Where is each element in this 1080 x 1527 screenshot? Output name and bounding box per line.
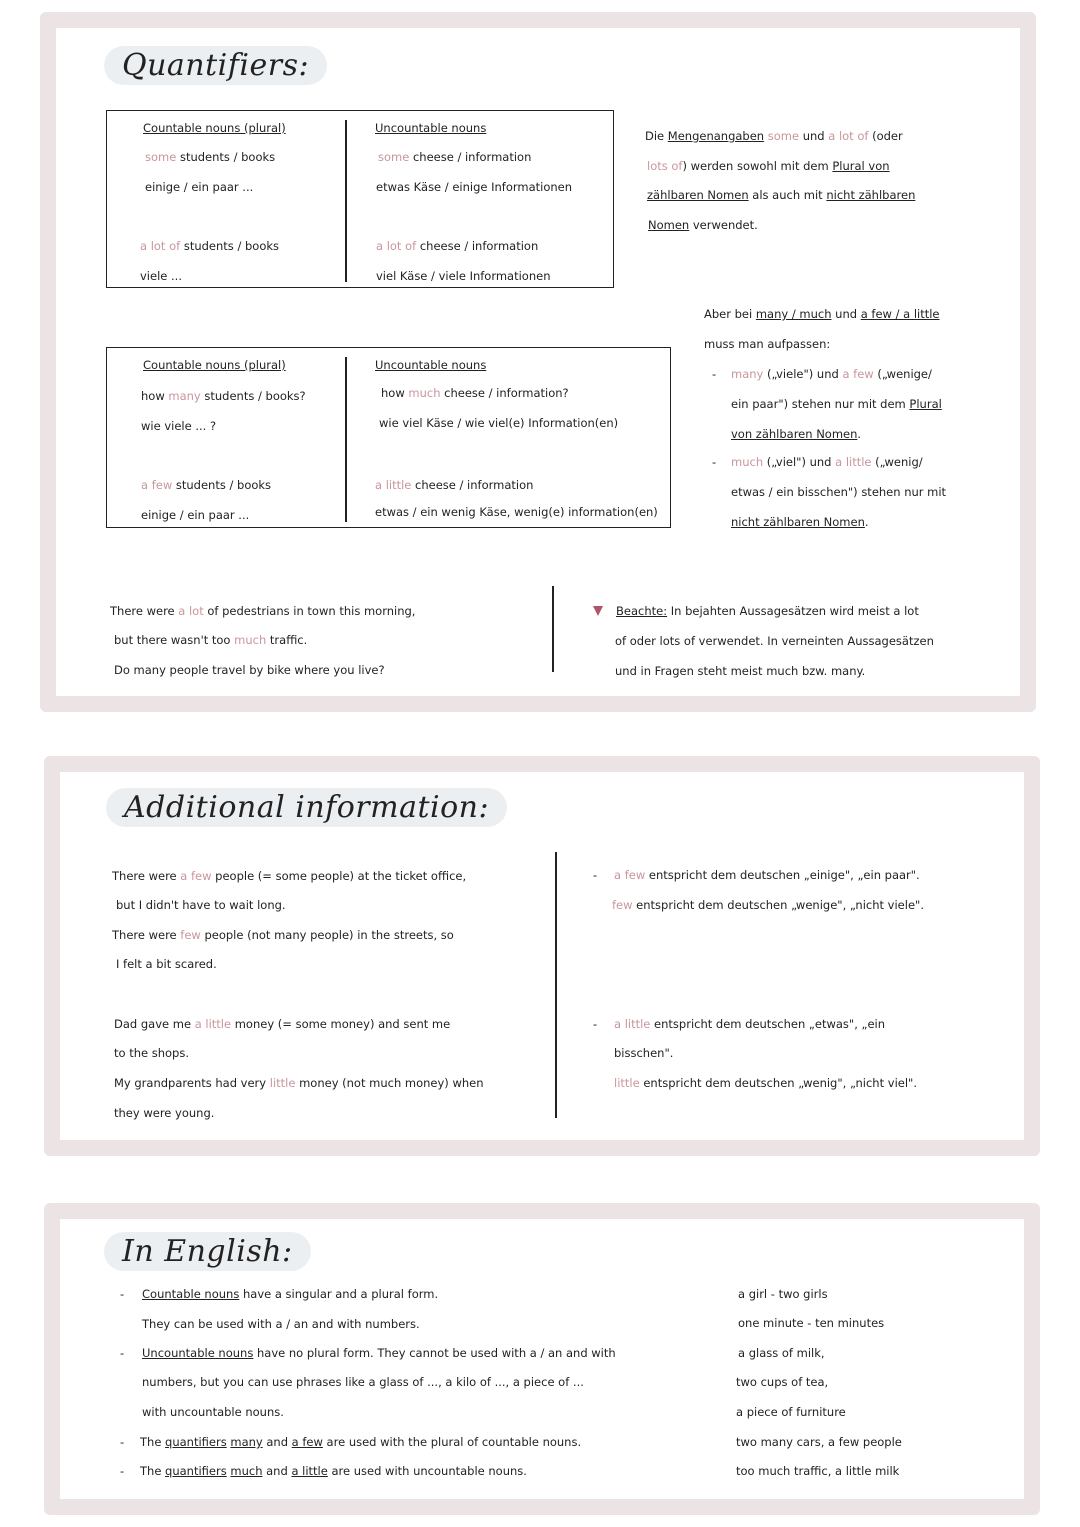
- s3-rule2-line3: with uncountable nouns.: [142, 1405, 284, 1419]
- s2-n2-line3: little entspricht dem deutschen „wenig", „nicht viel".: [614, 1076, 917, 1090]
- s2-ex2-line2: to the shops.: [114, 1046, 189, 1060]
- note2-line1: Aber bei many / much und a few / a little: [704, 307, 940, 321]
- note2-bullet1-line1: many („viele") und a few („wenige/: [731, 367, 932, 381]
- t2-right-row3: a little cheese / information: [375, 478, 534, 492]
- examples-divider: [552, 586, 554, 672]
- examples-line1: There were a lot of pedestrians in town this morning,: [110, 604, 416, 618]
- beachte-line3: und in Fragen steht meist much bzw. many.: [615, 664, 866, 678]
- s2-ex1-line3: There were few people (not many people) in the streets, so: [112, 928, 454, 942]
- s3-rule4-line: The quantifiers much and a little are used with uncountable nouns.: [140, 1464, 527, 1478]
- t2-right-row4: etwas / ein wenig Käse, wenig(e) information(en): [375, 505, 658, 519]
- s2-ex2-line4: they were young.: [114, 1106, 215, 1120]
- note1-line3: zählbaren Nomen als auch mit nicht zählbaren: [647, 188, 916, 202]
- s3-rule1-dash: -: [120, 1287, 125, 1301]
- s3-rule2-dash: -: [120, 1346, 125, 1360]
- t1-right-row1: some cheese / information: [378, 150, 532, 164]
- t1-right-row2: etwas Käse / einige Informationen: [376, 180, 573, 194]
- t2-left-row1: how many students / books?: [141, 389, 306, 403]
- t2-right-header: Uncountable nouns: [375, 358, 487, 372]
- note2-bullet1-line2: ein paar") stehen nur mit dem Plural: [731, 397, 942, 411]
- additional-info-title: Additional information:: [106, 788, 507, 827]
- note2-bullet2-line1: much („viel") und a little („wenig/: [731, 455, 923, 469]
- s3-rule4-dash: -: [120, 1464, 125, 1478]
- s2-n1-dash: -: [593, 868, 598, 882]
- s3-example-6: two many cars, a few people: [736, 1435, 902, 1449]
- note2-bullet2-line2: etwas / ein bisschen") stehen nur mit: [731, 485, 947, 499]
- s3-rule1-line1: Countable nouns have a singular and a plural form.: [142, 1287, 439, 1301]
- note2-bullet1-dash: -: [712, 367, 717, 381]
- s2-ex2-line1: Dad gave me a little money (= some money) and sent me: [114, 1017, 451, 1031]
- additional-info-divider: [555, 852, 557, 1118]
- note1-line4: Nomen verwendet.: [648, 218, 758, 232]
- s2-n2-dash: -: [593, 1017, 598, 1031]
- s3-rule3-line: The quantifiers many and a few are used with the plural of countable nouns.: [140, 1435, 582, 1449]
- s3-rule2-line2: numbers, but you can use phrases like a glass of ..., a kilo of ..., a piece of ...: [142, 1375, 584, 1389]
- s3-example-1: a girl - two girls: [738, 1287, 828, 1301]
- t2-right-row2: wie viel Käse / wie viel(e) Information(en): [379, 416, 619, 430]
- t1-left-header: Countable nouns (plural): [143, 121, 286, 135]
- s2-ex2-line3: My grandparents had very little money (not much money) when: [114, 1076, 484, 1090]
- s2-n2-line2: bisschen".: [614, 1046, 674, 1060]
- s3-example-7: too much traffic, a little milk: [736, 1464, 900, 1478]
- in-english-title: In English:: [104, 1232, 311, 1271]
- s2-n2-line1: a little entspricht dem deutschen „etwas", „ein: [614, 1017, 886, 1031]
- beachte-line1: Beachte: In bejahten Aussagesätzen wird meist a lot: [616, 604, 919, 618]
- t1-left-row2: einige / ein paar ...: [145, 180, 254, 194]
- table-2-divider: [345, 357, 347, 522]
- note2-bullet1-line3: von zählbaren Nomen.: [731, 427, 862, 441]
- t1-left-row4: viele ...: [140, 269, 182, 283]
- s2-n1-line1: a few entspricht dem deutschen „einige", „ein paar".: [614, 868, 920, 882]
- note2-bullet2-line3: nicht zählbaren Nomen.: [731, 515, 869, 529]
- t1-right-header: Uncountable nouns: [375, 121, 487, 135]
- note1-line2: lots of) werden sowohl mit dem Plural von: [647, 159, 890, 173]
- quantifiers-title: Quantifiers:: [104, 46, 327, 85]
- t1-right-row4: viel Käse / viele Informationen: [376, 269, 551, 283]
- t1-left-row3: a lot of students / books: [140, 239, 280, 253]
- t1-left-row1: some students / books: [145, 150, 276, 164]
- s2-ex1-line4: I felt a bit scared.: [116, 957, 217, 971]
- examples-line3: Do many people travel by bike where you live?: [114, 663, 385, 677]
- quantifiers-table-2: [106, 347, 671, 528]
- s2-ex1-line2: but I didn't have to wait long.: [116, 898, 286, 912]
- s3-example-2: one minute - ten minutes: [738, 1316, 885, 1330]
- note1-line1: Die Mengenangaben some und a lot of (oder: [645, 129, 903, 143]
- table-1-divider: [345, 120, 347, 282]
- s3-rule2-line1: Uncountable nouns have no plural form. They cannot be used with a / an and with: [142, 1346, 616, 1360]
- s2-ex1-line1: There were a few people (= some people) at the ticket office,: [112, 869, 467, 883]
- examples-line2: but there wasn't too much traffic.: [114, 633, 308, 647]
- s3-example-5: a piece of furniture: [736, 1405, 846, 1419]
- t2-left-header: Countable nouns (plural): [143, 358, 286, 372]
- note2-line2: muss man aufpassen:: [704, 337, 831, 351]
- note2-bullet2-dash: -: [712, 455, 717, 469]
- t1-right-row3: a lot of cheese / information: [376, 239, 539, 253]
- s3-rule1-line2: They can be used with a / an and with numbers.: [142, 1317, 420, 1331]
- t2-right-row1: how much cheese / information?: [381, 386, 569, 400]
- t2-left-row4: einige / ein paar ...: [141, 508, 250, 522]
- s3-rule3-dash: -: [120, 1435, 125, 1449]
- warning-marker-icon: [593, 606, 603, 616]
- s3-example-4: two cups of tea,: [736, 1375, 829, 1389]
- beachte-line2: of oder lots of verwendet. In verneinten Aussagesätzen: [615, 634, 934, 648]
- s3-example-3: a glass of milk,: [738, 1346, 825, 1360]
- quantifiers-table-1: [106, 110, 614, 288]
- t2-left-row3: a few students / books: [141, 478, 272, 492]
- t2-left-row2: wie viele ... ?: [141, 419, 217, 433]
- s2-n1-line2: few entspricht dem deutschen „wenige", „nicht viele".: [612, 898, 924, 912]
